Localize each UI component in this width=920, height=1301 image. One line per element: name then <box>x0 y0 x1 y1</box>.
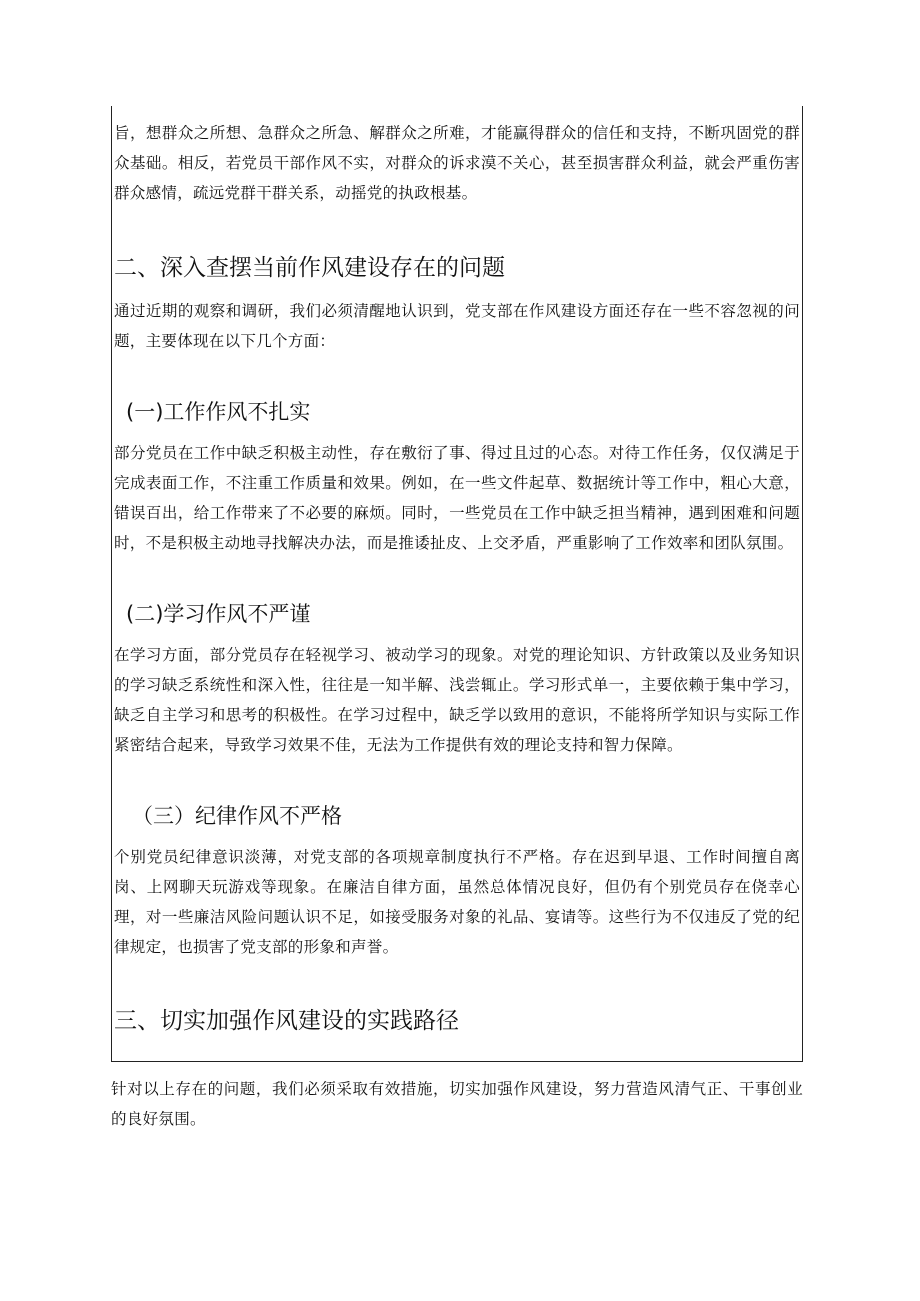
subsection2-heading: (二)学习作风不严谨 <box>126 602 311 626</box>
section2-heading: 二、深入查摆当前作风建设存在的问题 <box>114 255 505 281</box>
section2-intro: 通过近期的观察和调研，我们必须清醒地认识到，党支部在作风建设方面还存在一些不容忽视的问题，主要体现在以下几个方面： <box>114 302 800 350</box>
subsection2-text: 在学习方面，部分党员存在轻视学习、被动学习的现象。对党的理论知识、方针政策以及业务知识的学习缺乏系统性和深入性，往往是一知半解、浅尝辄止。学习形式单一，主要依赖于集中学习，缺乏自主学习和思考的积极性。在学习过程中，缺乏学以致用的意识，不能将所学知识与实际工作紧密结合起来，导致学习效果不佳，无法为工作提供有效的理论支持和智力保障。 <box>114 646 800 754</box>
subsection3-text: 个别党员纪律意识淡薄，对党支部的各项规章制度执行不严格。存在迟到早退、工作时间擅自离岗、上网聊天玩游戏等现象。在廉洁自律方面，虽然总体情况良好，但仍有个别党员存在侥幸心理，对一些廉洁风险问题认识不足，如接受服务对象的礼品、宴请等。这些行为不仅违反了党的纪律规定，也损害了党支部的形象和声誉。 <box>114 848 800 956</box>
subsection1-text: 部分党员在工作中缺乏积极主动性，存在敷衍了事、得过且过的心态。对待工作任务，仅仅满足于完成表面工作，不注重工作质量和效果。例如，在一些文件起草、数据统计等工作中，粗心大意，错误百出，给工作带来了不必要的麻烦。同时，一些党员在工作中缺乏担当精神，遇到困难和问题时，不是积极主动地寻找解决办法，而是推诿扯皮、上交矛盾，严重影响了工作效率和团队氛围。 <box>114 444 800 552</box>
section3-intro: 针对以上存在的问题，我们必须采取有效措施，切实加强作风建设，努力营造风清气正、干事创业的良好氛围。 <box>111 1080 803 1128</box>
subsection3-heading: （三）纪律作风不严格 <box>132 804 342 828</box>
intro-paragraph: 旨，想群众之所想、急群众之所急、解群众之所难，才能赢得群众的信任和支持，不断巩固党的群众基础。相反，若党员干部作风不实，对群众的诉求漠不关心，甚至损害群众利益，就会严重伤害群众感情，疏远党群干群关系，动摇党的执政根基。 <box>114 124 800 202</box>
section3-body <box>111 1074 803 1134</box>
section3-heading: 三、切实加强作风建设的实践路径 <box>114 1008 459 1034</box>
document-body <box>114 118 800 1038</box>
subsection1-heading: (一)工作作风不扎实 <box>126 400 311 424</box>
